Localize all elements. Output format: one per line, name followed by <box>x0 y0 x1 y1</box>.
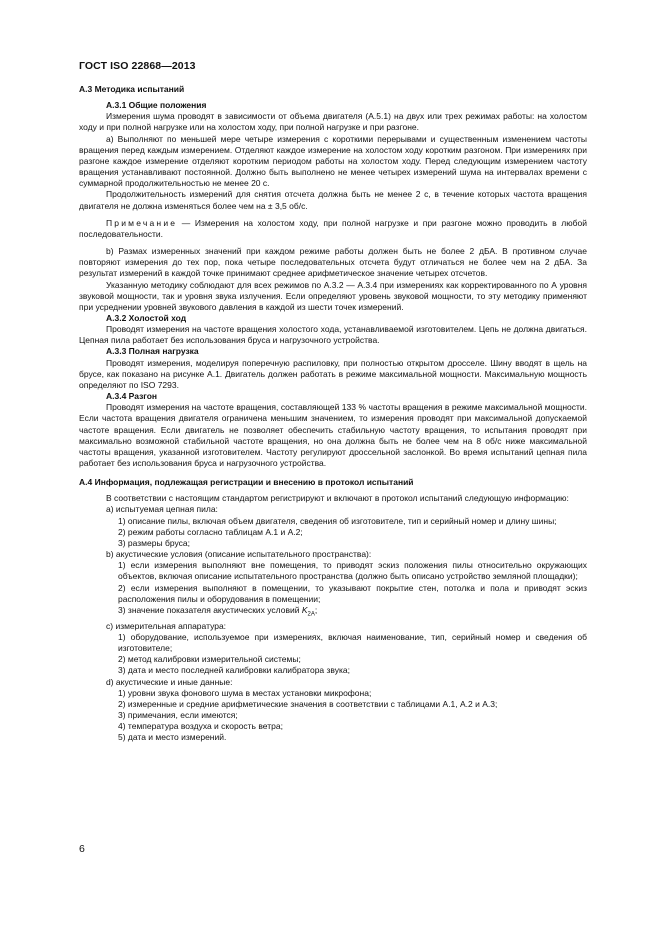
list-item: с) измерительная аппаратура: <box>106 620 227 631</box>
k2a-subscript: 2A <box>307 611 315 618</box>
list-item: d) акустические и иные данные: <box>106 676 233 687</box>
paragraph: Проводят измерения на частоте вращения, составляющей 133 % частоты вращения в режиме максимальной мощности. Если частота вращения двигателя ограничена меньшим значением, то измерения проводят при максимальной допускаемой частоте вращения. Если двигатель не позволяет обеспечить стабильную частоту вращения, то испытания проводят при максимально возможной стабильной частоте вращения, но она должна быть не более чем на 8 об/с ниже максимальной частоты вращения, указанной изготовителем. Частоту регулируют дроссельной заслонкой. Во время испытаний цепная пила работает без использования бруса и нагрузочного устройства. <box>79 402 587 468</box>
paragraph: а) Выполняют по меньшей мере четыре измерения с короткими перерывами и существенным изменением частоты вращения перед каждым измерением. Отделяют каждое измерение на холостом ходу коротким разгоном. При измерениях при разгоне каждое измерение отделяют коротким периодом работы на холостом ходу. Перед следующим измерением частоту вращения устанавливают постоянной. Должно быть выполнено не менее четырех измерений шума на интервалах времени с суммарной продолжительностью не менее 20 с. <box>79 133 587 189</box>
k2a-symbol: K <box>301 604 308 615</box>
list-subitem: 1) оборудование, используемое при измерениях, включая наименование, тип, серийный номер и сведения об изготовителе; <box>118 631 587 654</box>
paragraph: b) Размах измеренных значений при каждом режиме работы должен быть не более 2 дБА. В противном случае повторяют измерения до тех пор, пока четыре последовательных отсчета будут отличаться не более чем на 2 дБА. За результат измерений в каждой точке принимают среднее арифметическое значение четырех отсчетов. <box>79 246 587 279</box>
note-label: Примечание <box>106 217 178 228</box>
list-subitem: 1) уровни звука фонового шума в местах установки микрофона; <box>118 687 372 698</box>
list-subitem: 1) если измерения выполняют вне помещения, то приводят эскиз положения пилы относительно окружающих объектов, включая описание испытательного пространства (должно быть описано устройство земляной площадки); <box>118 560 587 582</box>
section-a33-heading: А.3.3 Полная нагрузка <box>106 346 199 357</box>
list-subitem: 3) дата и место последней калибровки калибратора звука; <box>118 665 350 676</box>
paragraph: Проводят измерения, моделируя поперечную распиловку, при полностью открытом дросселе. Шину вводят в щель на брусе, как показано на рисунке А.1. Двигатель должен работать в режиме максимальной мощности. Максимальную мощность определяют по ISO 7293. <box>79 357 587 390</box>
list-subitem: 3) размеры бруса; <box>118 537 190 548</box>
page-number: 6 <box>79 843 85 855</box>
paragraph: Проводят измерения на частоте вращения холостого хода, устанавливаемой изготовителем. Цепь не должна двигаться. Цепная пила работает без использования бруса и нагрузочного устройства. <box>79 324 587 346</box>
list-item: а) испытуемая цепная пила: <box>106 504 218 515</box>
list-subitem: 2) режим работы согласно таблицам А.1 и А.2; <box>118 526 303 537</box>
section-a34-heading: А.3.4 Разгон <box>106 391 158 402</box>
note-text: — Измерения на холостом ходу, при полной нагрузке и при разгоне можно проводить в любой последовательности. <box>79 217 587 239</box>
section-a4-heading: А.4 Информация, подлежащая регистрации и внесению в протокол испытаний <box>79 477 414 488</box>
list-subitem: 1) описание пилы, включая объем двигателя, сведения об изготовителе, тип и серийный номер и длину шины; <box>118 515 557 526</box>
paragraph: Продолжительность измерений для снятия отсчета должна быть не менее 2 с, в течение которых частота вращения двигателя не должна изменяться более чем на ± 3,5 об/с. <box>79 189 587 211</box>
list-subitem: 4) температура воздуха и скорость ветра; <box>118 721 283 732</box>
page-body <box>79 82 587 743</box>
list-subitem: 3) примечания, если имеются; <box>118 709 238 720</box>
note-paragraph <box>79 218 587 240</box>
list-subitem-text: 3) значение показателя акустических условий <box>118 604 302 615</box>
section-a3-heading: А.3 Методика испытаний <box>79 84 185 94</box>
list-subitem: 2) метод калибровки измерительной системы; <box>118 654 301 665</box>
paragraph: Указанную методику соблюдают для всех режимов по А.3.2 — А.3.4 при измерениях как корректированного по А уровня звуковой мощности, так и уровня звука излучения. Если определяют уровень звуковой мощности, то эту методику применяют при усреднении уровней звукового давления в каждой из шести точек измерений. <box>79 279 587 312</box>
list-item: b) акустические условия (описание испытательного пространства): <box>106 549 372 560</box>
list-subitem: 2) измеренные и средние арифметические значения в соответствии с таблицами А.1, А.2 и А.3; <box>118 698 498 709</box>
list-subitem: 5) дата и место измерений. <box>118 732 227 743</box>
document-header-title: ГОСТ ISO 22868—2013 <box>79 60 196 72</box>
list-subitem: 2) если измерения выполняют в помещении, то указывают покрытие стен, потолка и пола и приводят эскиз расположения пилы и оборудования в помещении; <box>118 582 587 604</box>
list-subitem-suffix: ; <box>314 604 318 615</box>
section-a31-heading: А.3.1 Общие положения <box>106 100 207 111</box>
list-subitem <box>79 605 587 621</box>
paragraph: В соответствии с настоящим стандартом регистрируют и включают в протокол испытаний следующую информацию: <box>106 493 569 504</box>
section-a32-heading: А.3.2 Холостой ход <box>106 312 187 323</box>
paragraph: Измерения шума проводят в зависимости от объема двигателя (А.5.1) на двух или трех режимах работы: на холостом ходу и при полной нагрузке или на холостом ходу, при полной нагрузке и при разгоне. <box>79 111 587 133</box>
